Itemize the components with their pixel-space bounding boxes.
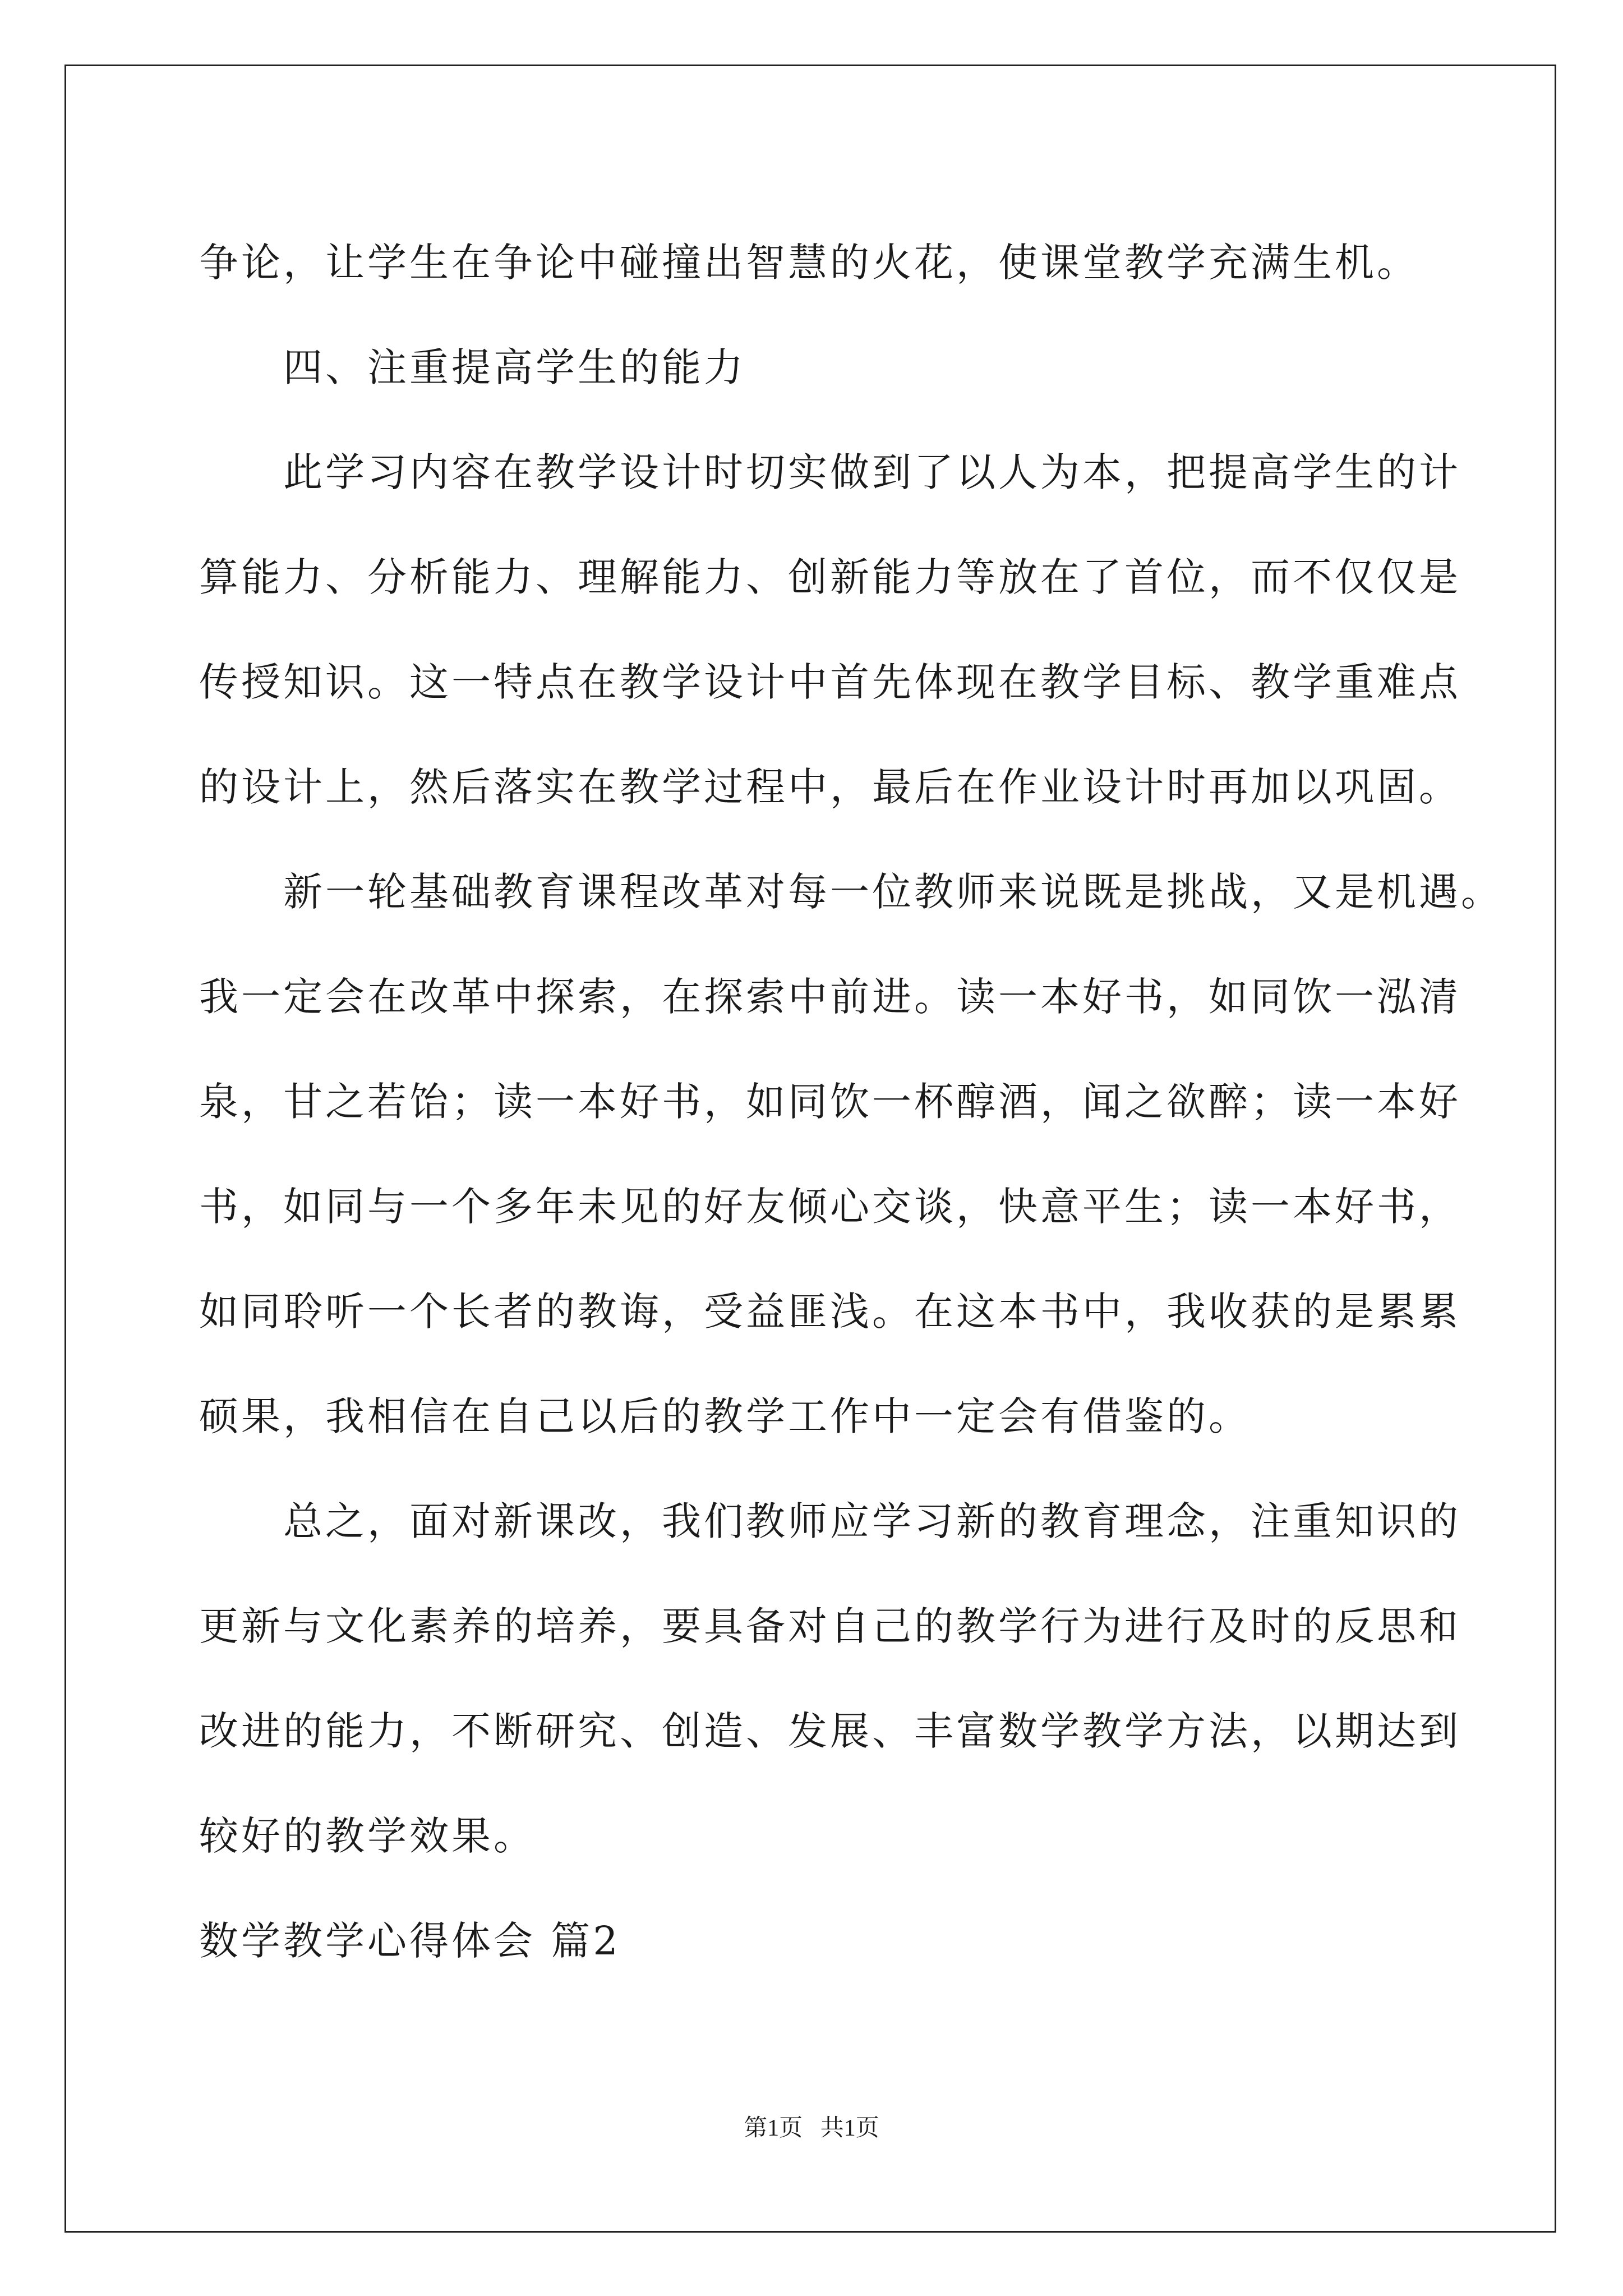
text-line: 总之，面对新课改，我们教师应学习新的教育理念，注重知识的 bbox=[283, 1498, 1461, 1544]
text-line: 较好的教学效果。 bbox=[199, 1813, 536, 1859]
text-line: 我一定会在改革中探索，在探索中前进。读一本好书，如同饮一泓清 bbox=[199, 974, 1461, 1020]
section-heading: 四、注重提高学生的能力 bbox=[283, 344, 746, 390]
page-number-footer: 第1页 共1页 bbox=[744, 2115, 879, 2141]
text-line: 泉，甘之若饴；读一本好书，如同饮一杯醇酒，闻之欲醉；读一本好 bbox=[199, 1079, 1461, 1125]
text-line: 算能力、分析能力、理解能力、创新能力等放在了首位，而不仅仅是 bbox=[199, 554, 1461, 600]
text-line: 此学习内容在教学设计时切实做到了以人为本，把提高学生的计 bbox=[283, 449, 1461, 495]
text-line: 新一轮基础教育课程改革对每一位教师来说既是挑战，又是机遇。 bbox=[283, 869, 1503, 915]
text-line: 更新与文化素养的培养，要具备对自己的教学行为进行及时的反思和 bbox=[199, 1603, 1461, 1649]
text-line: 书，如同与一个多年未见的好友倾心交谈，快意平生；读一本好书， bbox=[199, 1184, 1461, 1230]
document-body bbox=[199, 210, 1503, 1994]
text-line: 传授知识。这一特点在教学设计中首先体现在教学目标、教学重难点 bbox=[199, 659, 1461, 705]
text-line: 争论，让学生在争论中碰撞出智慧的火花，使课堂教学充满生机。 bbox=[199, 240, 1419, 286]
text-line: 如同聆听一个长者的教诲，受益匪浅。在这本书中，我收获的是累累 bbox=[199, 1289, 1461, 1335]
text-line: 的设计上，然后落实在教学过程中，最后在作业设计时再加以巩固。 bbox=[199, 764, 1461, 810]
text-line: 硕果，我相信在自己以后的教学工作中一定会有借鉴的。 bbox=[199, 1393, 1251, 1439]
text-line: 改进的能力，不断研究、创造、发展、丰富数学教学方法，以期达到 bbox=[199, 1708, 1461, 1754]
document-subtitle: 数学教学心得体会 篇2 bbox=[199, 1918, 621, 1964]
